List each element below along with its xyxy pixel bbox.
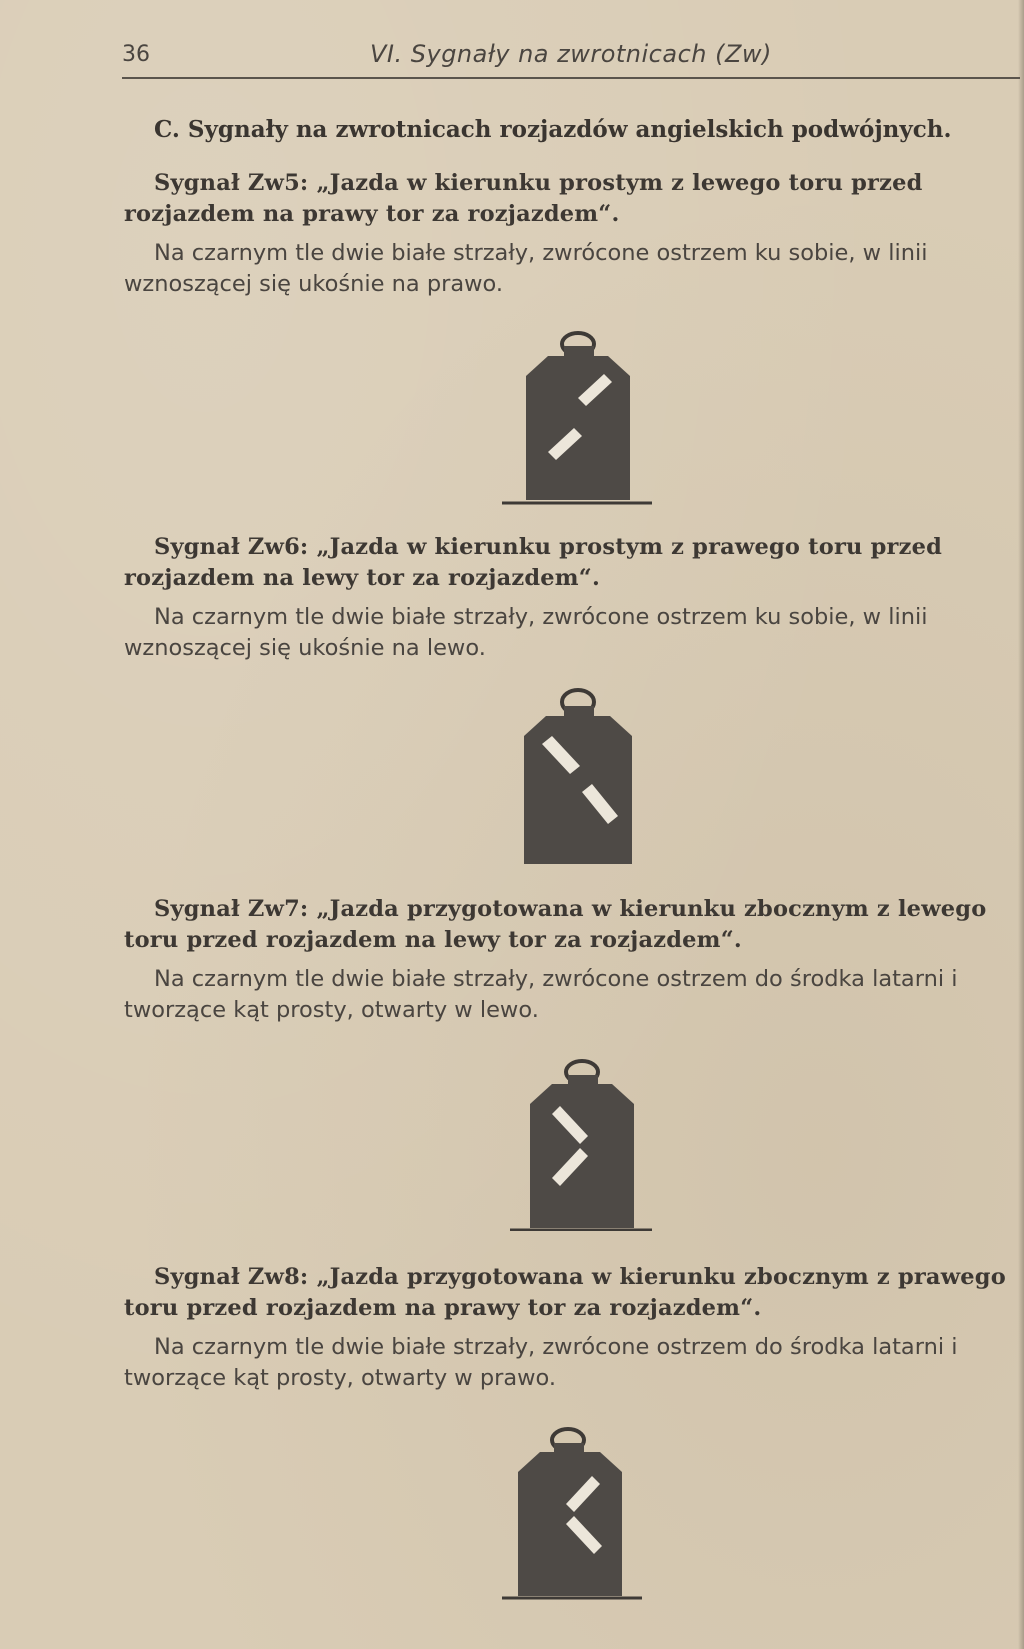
- signal-description: Na czarnym tle dwie białe strzały, zwrócone ostrzem ku sobie, w linii wznoszącej się ukośnie na prawo.: [124, 240, 928, 297]
- signal-title: Sygnał Zw7: „Jazda przygotowana w kierunku zbocznym z lewego toru przed rozjazdem na lewy tor za rozjazdem“.: [124, 896, 987, 953]
- running-title: VI. Sygnały na zwrotnicach (Zw): [370, 40, 772, 68]
- signal-zw5: [124, 168, 1024, 300]
- signal-description: Na czarnym tle dwie białe strzały, zwrócone ostrzem do środka latarni i tworzące kąt prosty, otwarty w lewo.: [124, 966, 958, 1023]
- signal-title: Sygnał Zw5: „Jazda w kierunku prostym z lewego toru przed rozjazdem na prawy tor za rozjazdem“.: [124, 170, 923, 227]
- signal-lamp-zw6-icon: [496, 684, 656, 864]
- page-header: [0, 30, 1024, 90]
- signal-lamp-zw8-icon: [500, 1426, 650, 1601]
- signal-lamp-zw7-icon: [506, 1056, 656, 1231]
- page-number: 36: [122, 42, 150, 67]
- signal-title: Sygnał Zw8: „Jazda przygotowana w kierunku zbocznym z prawego toru przed rozjazdem na prawy tor za rozjazdem“.: [124, 1264, 1006, 1321]
- signal-description: Na czarnym tle dwie białe strzały, zwrócone ostrzem ku sobie, w linii wznoszącej się ukośnie na lewo.: [124, 604, 928, 661]
- signal-lamp-zw5-icon: [496, 328, 656, 508]
- signal-zw8: [124, 1262, 1024, 1394]
- signal-title: Sygnał Zw6: „Jazda w kierunku prostym z prawego toru przed rozjazdem na lewy tor za rozjazdem“.: [124, 534, 943, 591]
- signal-zw6: [124, 532, 1024, 664]
- signal-zw7: [124, 894, 1024, 1026]
- header-rule: [122, 77, 1020, 79]
- signal-description: Na czarnym tle dwie białe strzały, zwrócone ostrzem do środka latarni i tworzące kąt prosty, otwarty w prawo.: [124, 1334, 958, 1391]
- section-heading: C. Sygnały na zwrotnicach rozjazdów angielskich podwójnych.: [154, 116, 952, 143]
